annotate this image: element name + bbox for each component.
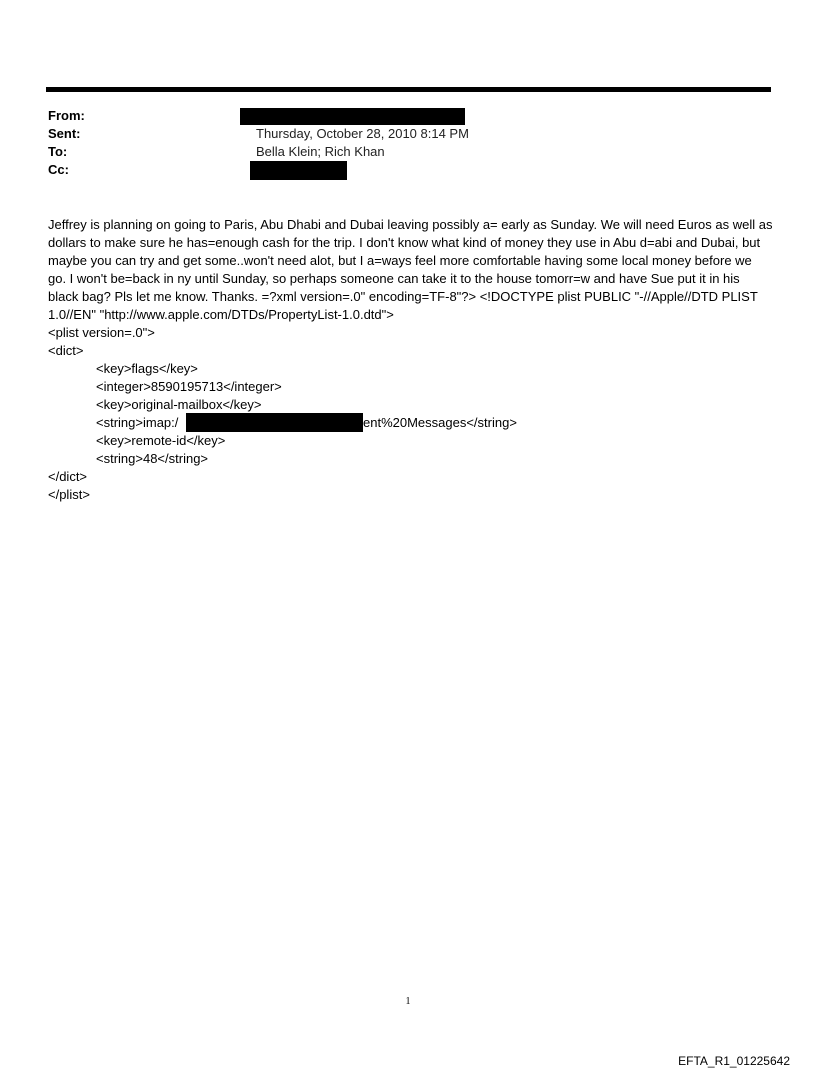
to-label: To:	[48, 144, 68, 159]
to-value: Bella Klein; Rich Khan	[256, 144, 385, 159]
header-rule	[46, 87, 771, 92]
sent-label: Sent:	[48, 126, 81, 141]
key-flags-line: <key>flags</key>	[96, 361, 198, 376]
cc-label: Cc:	[48, 162, 69, 177]
cc-redaction	[250, 161, 347, 180]
string-remote-line: <string>48</string>	[96, 451, 209, 466]
page-number: 1	[405, 996, 411, 1007]
plist-open-tag: <plist version=.0">	[48, 325, 155, 340]
dict-open-tag: <dict>	[48, 343, 84, 358]
sent-value: Thursday, October 28, 2010 8:14 PM	[256, 126, 469, 141]
from-redaction	[240, 108, 465, 125]
integer-flags-line: <integer>8590195713</integer>	[96, 379, 282, 394]
plist-close-tag: </plist>	[48, 487, 90, 502]
imap-redaction	[186, 413, 363, 432]
string-imap-end: ent%20Messages</string>	[363, 415, 517, 430]
from-label: From:	[48, 108, 85, 123]
key-remote-line: <key>remote-id</key>	[96, 433, 226, 448]
message-body: Jeffrey is planning on going to Paris, Abu Dhabi and Dubai leaving possibly a= early as Sunday. We will need Euros as well as dollars to make sure he has=enough cash for the trip. I don't know what kind of money they use in Abu d=abi and Dubai, but maybe you can try and get some..won't need alot, but I a=ways feel more comfortable having some local money before we go. I won't be=back in ny until Sunday, so perhaps someone can take it to the house tomorr=w and have Sue put it in his black bag? Pls let me know. Thanks. =?xml version=.0" encoding=TF-8"?> <!DOCTYPE plist PUBLIC "-//Apple//DTD PLIST 1.0//EN" "http://www.apple.com/DTDs/PropertyList-1.0.dtd">	[48, 217, 773, 322]
dict-close-tag: </dict>	[48, 469, 88, 484]
document-id: EFTA_R1_01225642	[678, 1054, 790, 1068]
string-imap-start: <string>imap:/	[96, 415, 179, 430]
key-mailbox-line: <key>original-mailbox</key>	[96, 397, 262, 412]
